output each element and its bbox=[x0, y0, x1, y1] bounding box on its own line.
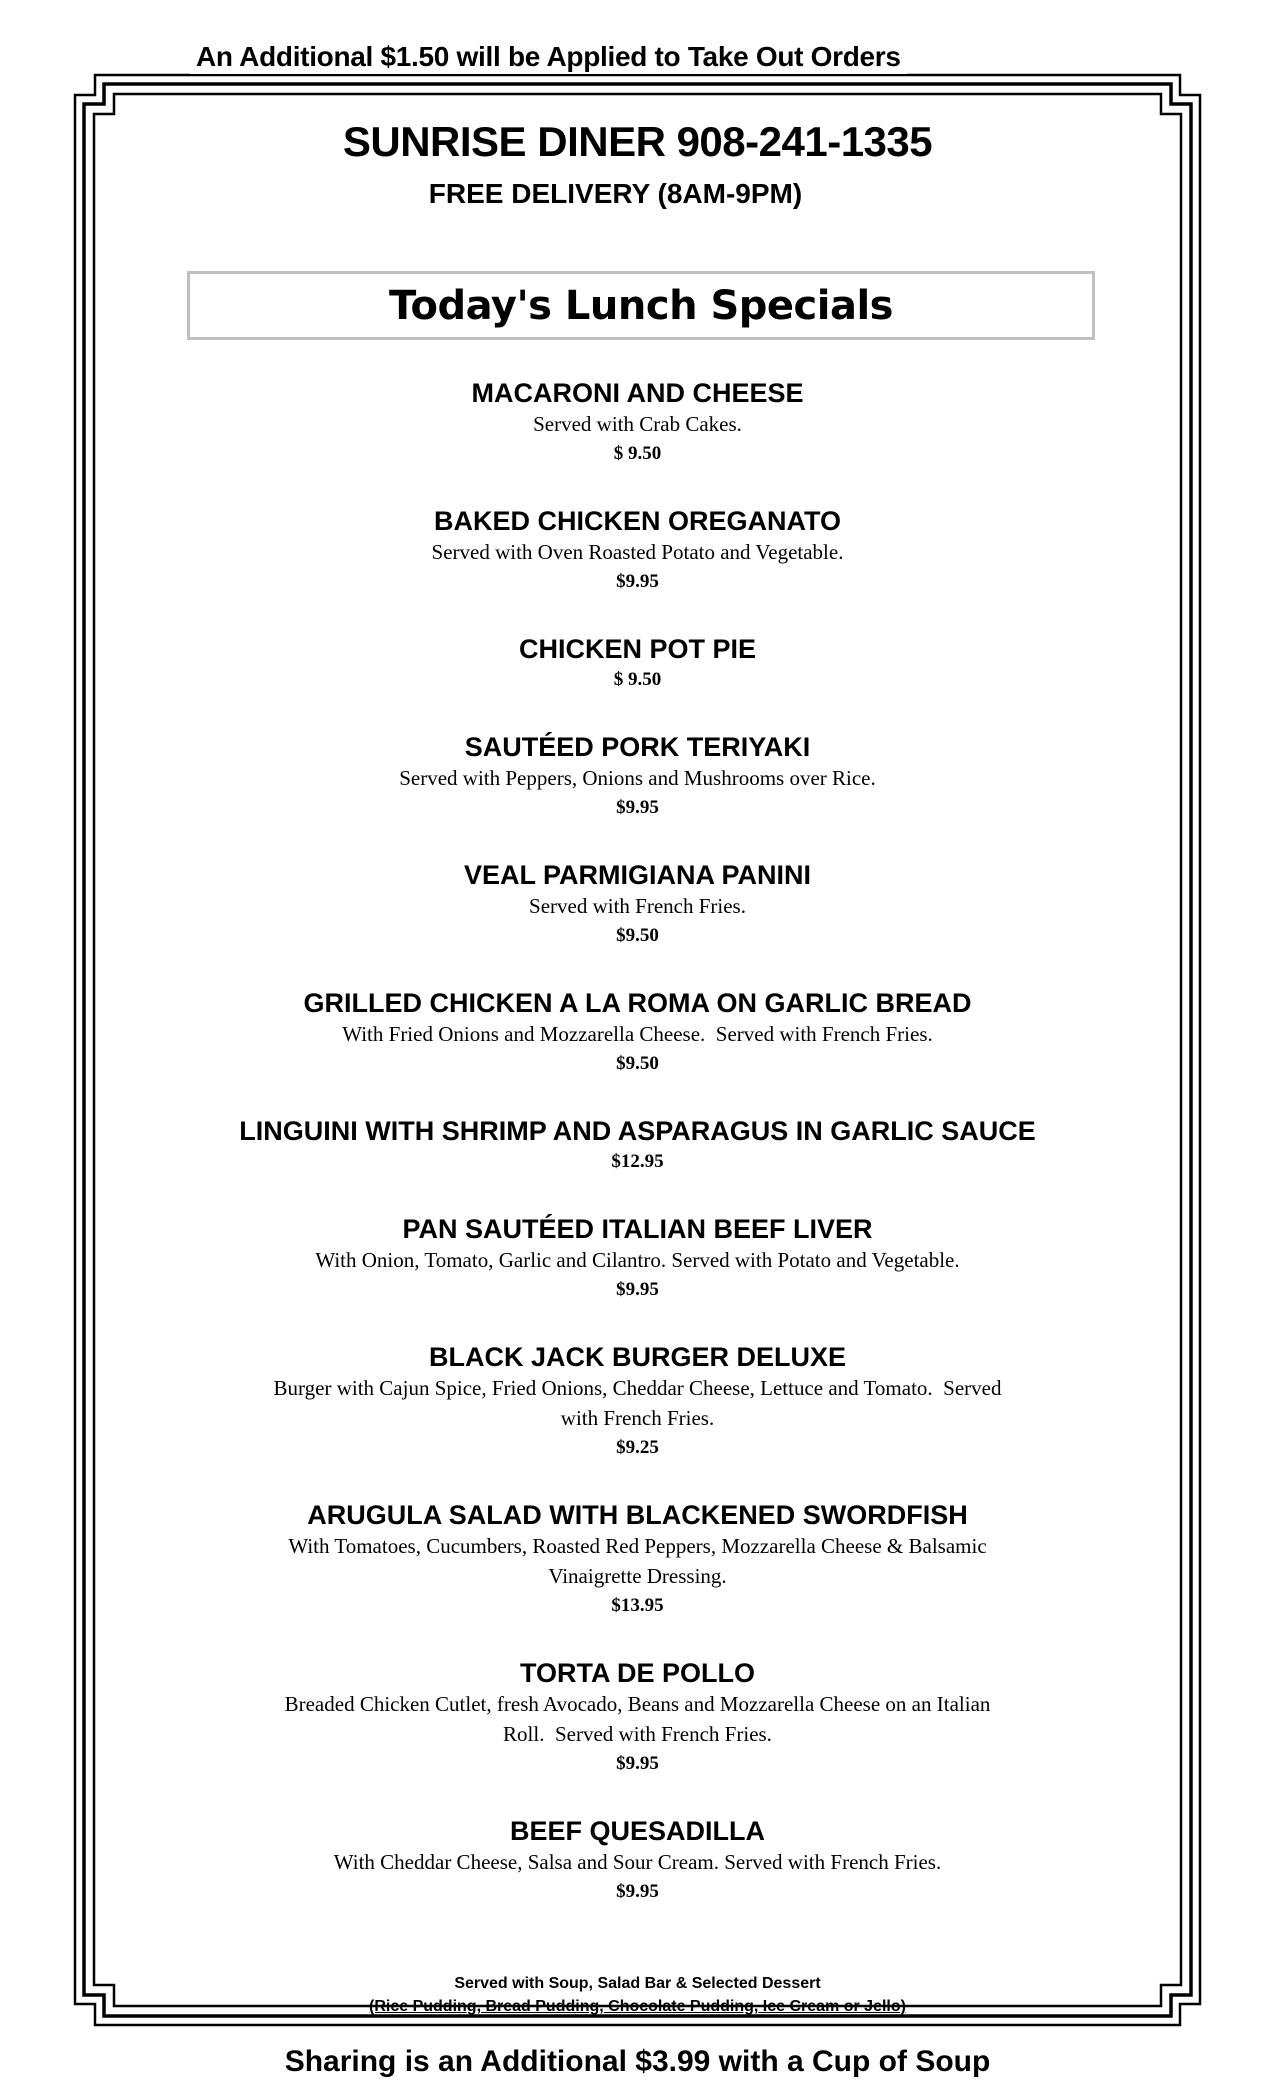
menu-list bbox=[120, 377, 1155, 1943]
item-description: With Onion, Tomato, Garlic and Cilantro. Served with Potato and Vegetable. bbox=[315, 1248, 960, 1272]
item-price: $9.95 bbox=[616, 571, 659, 592]
menu-item bbox=[120, 505, 1155, 597]
item-name: BLACK JACK BURGER DELUXE bbox=[428, 1342, 847, 1372]
item-description-line-1: Breaded Chicken Cutlet, fresh Avocado, Beans and Mozzarella Cheese on an Italian bbox=[284, 1692, 991, 1716]
item-description-line-2: Roll. Served with French Fries. bbox=[503, 1722, 772, 1746]
delivery-hours bbox=[0, 178, 1275, 210]
item-price: $13.95 bbox=[611, 1595, 664, 1616]
item-name: VEAL PARMIGIANA PANINI bbox=[463, 860, 812, 890]
item-price: $9.95 bbox=[616, 1279, 659, 1300]
item-description: With Fried Onions and Mozzarella Cheese. Served with French Fries. bbox=[342, 1022, 933, 1046]
item-description-line-2: with French Fries. bbox=[560, 1406, 715, 1430]
included-sides-note: Served with Soup, Salad Bar & Selected Dessert bbox=[454, 1975, 821, 1992]
menu-item bbox=[120, 377, 1155, 469]
menu-item bbox=[120, 1657, 1155, 1779]
restaurant-title: SUNRISE DINER 908-241-1335 bbox=[342, 118, 933, 165]
item-price: $9.50 bbox=[616, 1053, 659, 1074]
item-name: GRILLED CHICKEN A LA ROMA ON GARLIC BREAD bbox=[303, 988, 972, 1018]
menu-item bbox=[120, 633, 1155, 695]
item-name: TORTA DE POLLO bbox=[520, 1658, 755, 1688]
item-price: $ 9.50 bbox=[613, 443, 662, 464]
specials-heading: Today's Lunch Specials bbox=[389, 282, 893, 329]
sharing-surcharge-notice: Sharing is an Additional $3.99 with a Cup of Soup bbox=[284, 2045, 991, 2078]
item-description-line-1: With Tomatoes, Cucumbers, Roasted Red Peppers, Mozzarella Cheese & Balsamic bbox=[288, 1534, 987, 1558]
item-description: Served with Oven Roasted Potato and Vegetable. bbox=[431, 540, 844, 564]
item-description: Served with Crab Cakes. bbox=[533, 412, 742, 436]
item-description: Served with French Fries. bbox=[529, 894, 746, 918]
dessert-options-note: (Rice Pudding, Bread Pudding, Chocolate Pudding, Ice Cream or Jello) bbox=[369, 1998, 906, 2015]
item-name: MACARONI AND CHEESE bbox=[471, 378, 804, 408]
specials-heading-box bbox=[187, 271, 1095, 340]
menu-item bbox=[120, 859, 1155, 951]
item-name: ARUGULA SALAD WITH BLACKENED SWORDFISH bbox=[307, 1500, 968, 1530]
item-name: BEEF QUESADILLA bbox=[509, 1816, 765, 1846]
menu-item bbox=[120, 731, 1155, 823]
item-name: LINGUINI WITH SHRIMP AND ASPARAGUS IN GARLIC SAUCE bbox=[239, 1116, 1036, 1146]
takeout-surcharge-notice: An Additional $1.50 will be Applied to Take Out Orders bbox=[190, 40, 907, 74]
item-price: $9.95 bbox=[616, 797, 659, 818]
delivery-hours-text: FREE DELIVERY (8AM-9PM) bbox=[428, 178, 803, 209]
item-name: BAKED CHICKEN OREGANATO bbox=[433, 506, 842, 536]
menu-item bbox=[120, 1341, 1155, 1463]
item-description-line-2: Vinaigrette Dressing. bbox=[548, 1564, 727, 1588]
menu-item bbox=[120, 1815, 1155, 1907]
menu-item bbox=[120, 1499, 1155, 1621]
item-description: With Cheddar Cheese, Salsa and Sour Cream. Served with French Fries. bbox=[333, 1850, 942, 1874]
item-price: $9.95 bbox=[616, 1753, 659, 1774]
item-description-line-1: Burger with Cajun Spice, Fried Onions, Cheddar Cheese, Lettuce and Tomato. Served bbox=[273, 1376, 1002, 1400]
menu-item bbox=[120, 1213, 1155, 1305]
item-price: $9.25 bbox=[616, 1437, 659, 1458]
item-name: PAN SAUTÉED ITALIAN BEEF LIVER bbox=[402, 1214, 873, 1244]
item-description: Served with Peppers, Onions and Mushrooms over Rice. bbox=[399, 766, 876, 790]
item-name: CHICKEN POT PIE bbox=[518, 634, 757, 664]
item-price: $9.50 bbox=[616, 925, 659, 946]
item-price: $ 9.50 bbox=[613, 669, 662, 690]
item-price: $9.95 bbox=[616, 1881, 659, 1902]
item-price: $12.95 bbox=[611, 1151, 664, 1172]
menu-item bbox=[120, 1115, 1155, 1177]
item-name: SAUTÉED PORK TERIYAKI bbox=[464, 732, 811, 762]
menu-item bbox=[120, 987, 1155, 1079]
